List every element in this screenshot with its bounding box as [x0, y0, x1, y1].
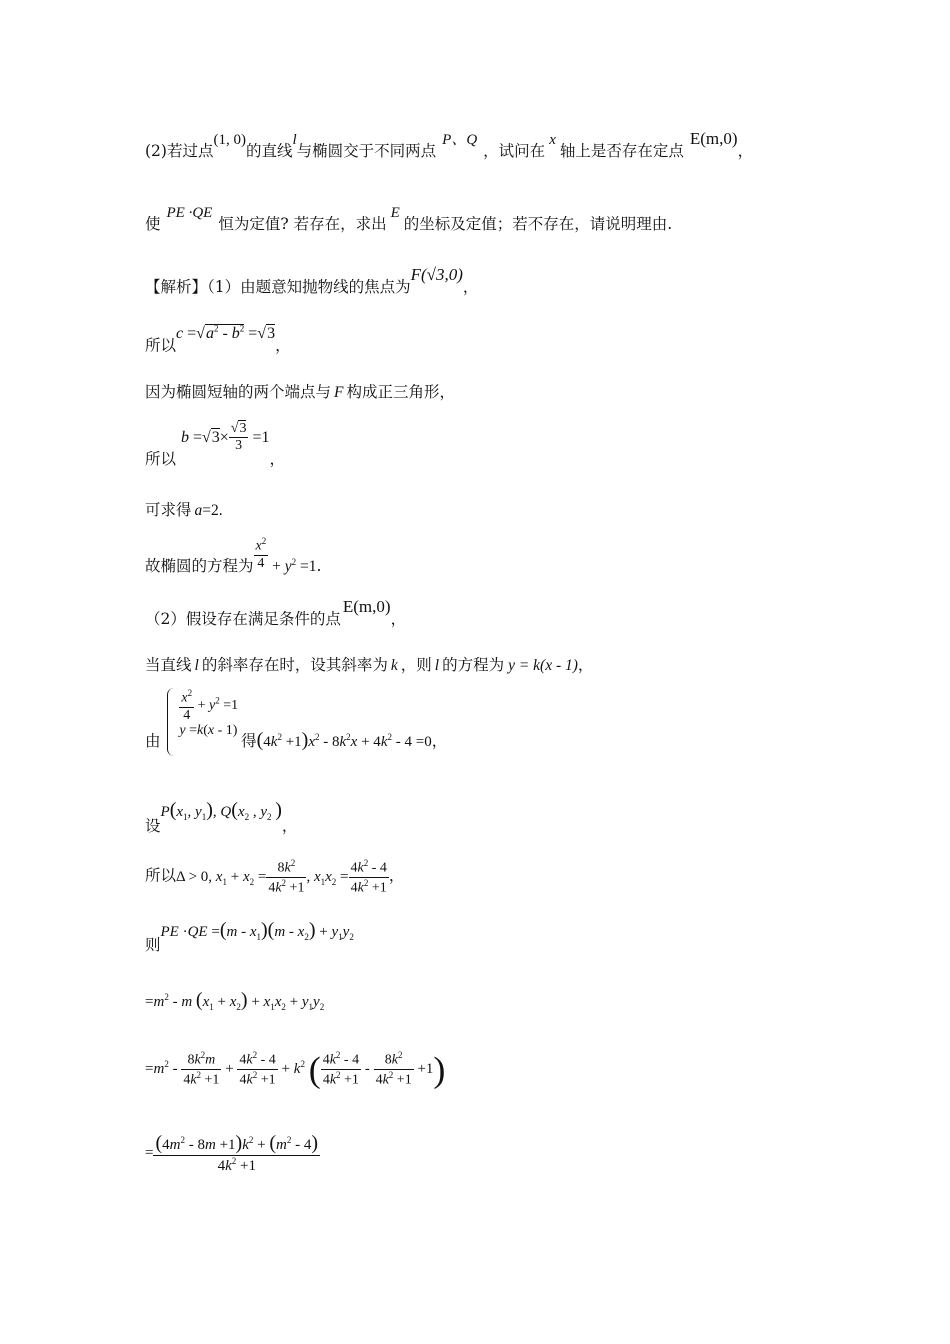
text: ，则	[400, 656, 432, 674]
text: 设	[145, 817, 161, 835]
solution-line-11	[145, 858, 404, 897]
focus-point: F(√3,0)	[410, 265, 463, 284]
equation-system: $\frac{x^2}{4}$ + $y^2 =1$ y =k(x - 1)	[167, 688, 238, 756]
expansion-step-2: $=m^2$ - $\frac{8k^2m}{4k^2 +1}$ + $\frac{4k^2 - 4}{4k^2 +1}$ + $k^2$ ( $\frac{4k^2 - 4}{4k^2 +1}$ - $\frac{8k^2}{4k^2 +1}$ +1)	[145, 1049, 446, 1090]
quadratic-equation: $(4k^2 +1)x^2 - 8k^2x + 4k^2 - 4 =0$	[256, 729, 432, 751]
text: ，	[737, 142, 754, 160]
point-e: E(m,0)	[689, 129, 738, 148]
text: (2)若过点	[145, 142, 214, 160]
text: 使	[145, 215, 161, 233]
text: ，	[388, 866, 405, 885]
text: ，	[577, 656, 594, 674]
text: 则	[145, 936, 161, 954]
solution-line-3	[145, 385, 455, 401]
vieta: Δ > 0, $x_1 + x_2$ = $\frac{8k^2}{4k^2 +1}$ , $x_1x_2$ = $\frac{4k^2 - 4}{4k^2 +1}$	[176, 858, 387, 896]
text: 轴上是否存在定点	[559, 142, 684, 160]
a-value: =2.	[202, 502, 223, 519]
dot-expansion: PE $\cdot QE =(m - x_1)(m - x_2) + y_1y_2$	[160, 919, 354, 942]
text: 所以	[145, 450, 177, 469]
text: 由	[145, 732, 161, 750]
b-formula: b =√3× $\frac{√3}{3}$ =1	[180, 421, 270, 454]
var-k: k	[390, 657, 398, 674]
text: ，	[275, 336, 291, 355]
ellipse-frac: $\frac{x^2}{4}$	[255, 536, 267, 571]
problem-line-1	[145, 129, 754, 160]
text: 的方程为	[442, 656, 505, 674]
text: 的坐标及定值；若不存在，请说明理由.	[403, 215, 673, 233]
solution-line-1	[145, 265, 479, 296]
solution-line-9	[145, 688, 447, 756]
text: 得	[241, 732, 257, 750]
var-f: F	[334, 384, 344, 401]
text: 与椭圆交于不同两点	[296, 142, 437, 160]
solution-line-2	[145, 324, 291, 355]
solution-line-13	[145, 990, 324, 1012]
point-e: E(m,0)	[342, 597, 391, 616]
text: ，	[462, 278, 479, 296]
text: （2）假设存在满足条件的点	[145, 610, 341, 628]
text: 所以	[145, 336, 177, 355]
points-def: $P(x_1$, $y_1$), $Q(x_2$ , $y_2$ )	[160, 799, 282, 822]
text: 恒为定值? 若存在，求出	[218, 215, 387, 233]
solution-line-15	[145, 1132, 320, 1175]
var-l: l	[292, 132, 297, 148]
text: 的直线	[245, 142, 293, 160]
var-l: l	[194, 657, 199, 674]
line-equation: y = k(x - 1)	[508, 657, 578, 674]
text: 【解析】（1）由题意知抛物线的焦点为	[145, 278, 411, 296]
solution-line-14	[145, 1050, 445, 1089]
var-e: E	[390, 205, 400, 221]
var-l: l	[434, 657, 440, 674]
solution-line-5	[145, 503, 223, 519]
text: ，	[269, 450, 286, 469]
text: 所以	[145, 866, 177, 885]
solution-line-12	[145, 919, 354, 954]
text: 可求得	[145, 501, 192, 519]
text: ，	[281, 817, 298, 835]
dot-product: PE ·QE	[166, 205, 213, 221]
var-x: x	[549, 132, 556, 148]
text: ，	[390, 610, 407, 628]
solution-line-7	[145, 597, 407, 628]
solution-line-6: 故椭圆的方程为 $\frac{x^2}{4}$ + $y^2 =1$.	[145, 536, 322, 575]
text: 当直线	[145, 656, 192, 674]
text: 的斜率存在时，设其斜率为	[201, 656, 388, 674]
text: ，	[431, 732, 448, 750]
text: 故椭圆的方程为	[145, 556, 254, 575]
text: ，试问在	[483, 142, 546, 160]
problem-line-2	[145, 205, 673, 233]
points-pq: P、Q	[442, 132, 478, 148]
solution-line-8	[145, 658, 593, 674]
expansion-step-3: = $\frac{(4m^2 - 8m +1)k^2 + (m^2 - 4)}{4k^2 +1}$	[145, 1132, 319, 1174]
text: .	[316, 556, 322, 575]
expansion-step-1: $=m^2 - m$ $(x_1 + x_2) + x_1x_2 + y_1y_2$	[145, 989, 325, 1012]
point-1-0: (1, 0)	[213, 132, 246, 148]
text: 因为椭圆短轴的两个端点与	[145, 383, 332, 401]
solution-line-4	[145, 418, 286, 469]
var-a: a	[194, 502, 203, 519]
c-formula: $c =√a^2 - b^2 =√3$	[176, 324, 276, 343]
text: 构成正三角形，	[346, 383, 455, 401]
solution-line-10	[145, 799, 298, 835]
